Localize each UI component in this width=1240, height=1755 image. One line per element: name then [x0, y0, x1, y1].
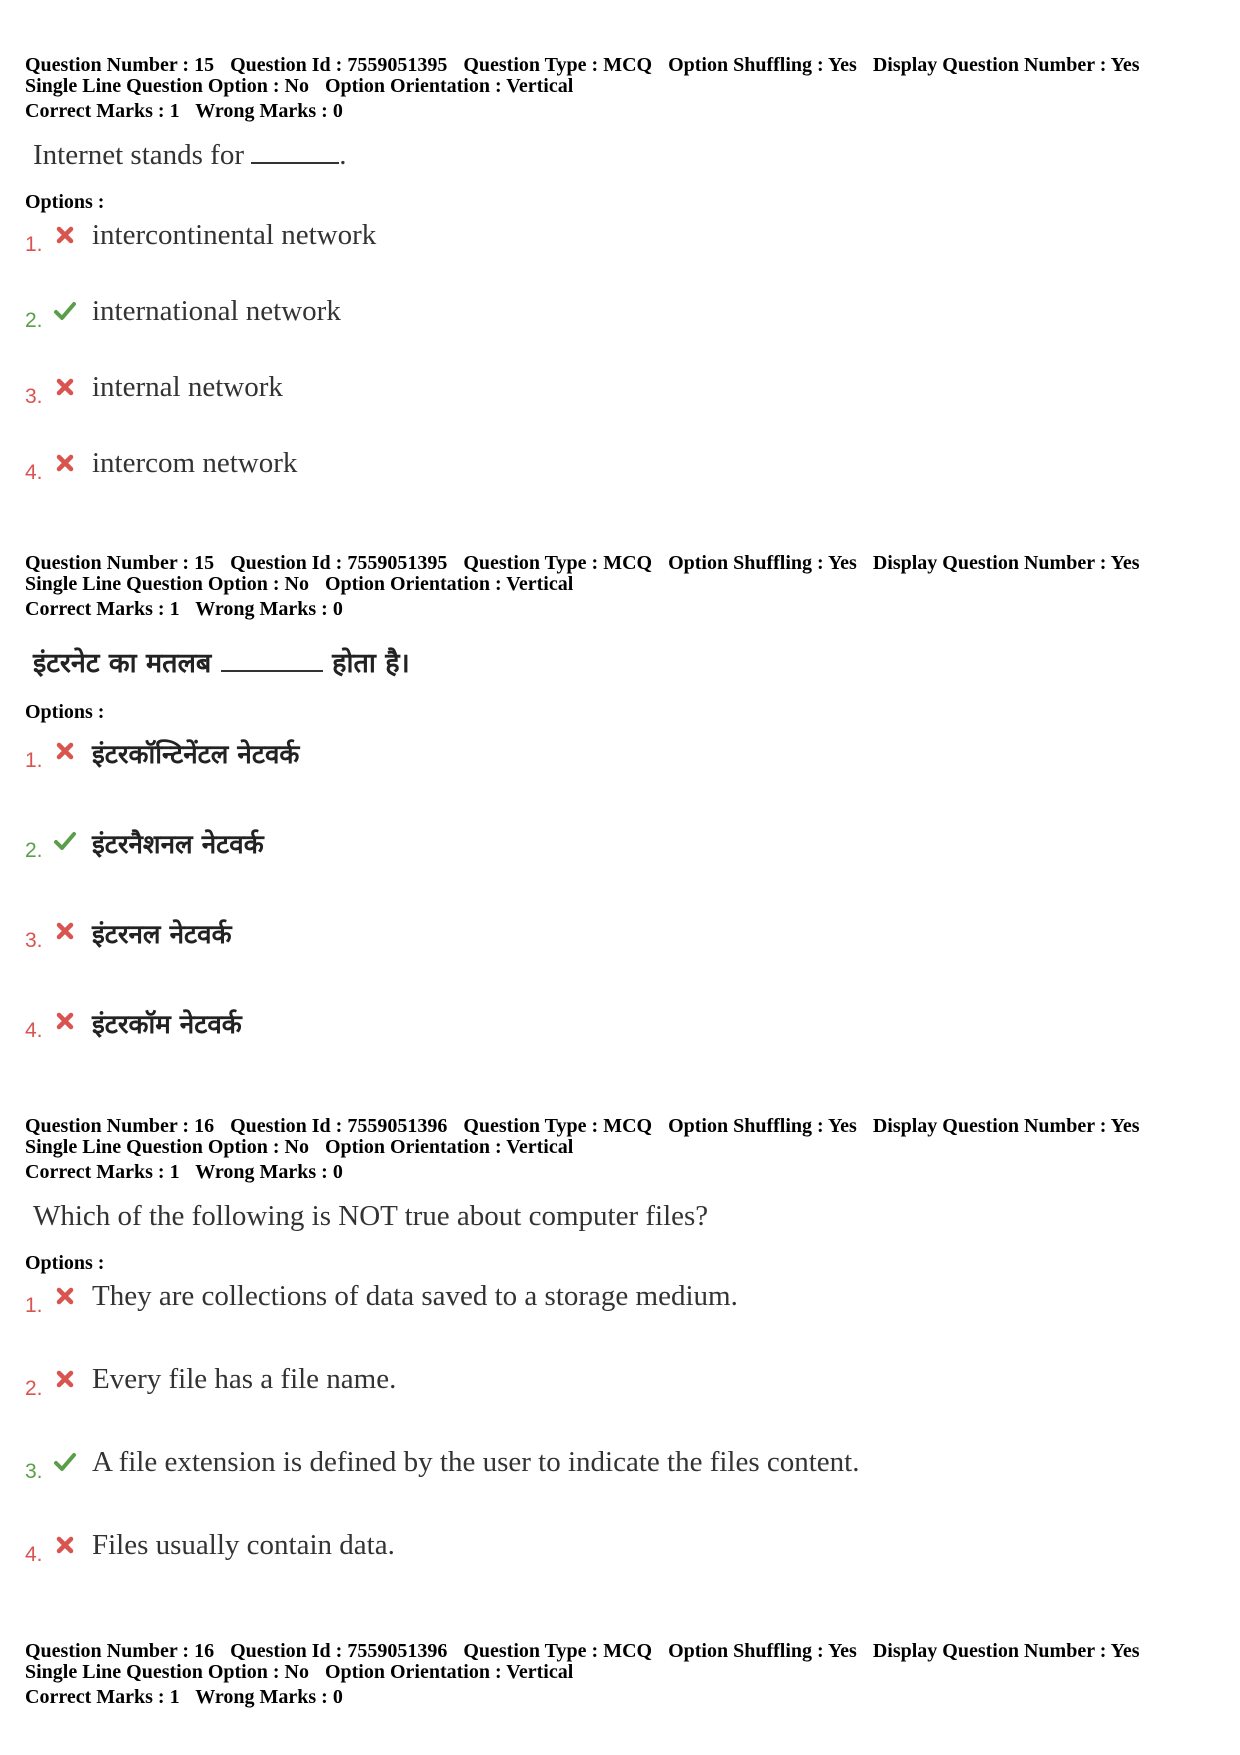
cross-icon [53, 1284, 77, 1308]
option-item [25, 825, 1125, 865]
answer-blank [221, 648, 323, 672]
option-item [25, 295, 1125, 335]
question-meta-line-1: Question Number : 16 Question Id : 7559051396 Question Type : MCQ Option Shuffling : Yes Display Question Number : Yes [25, 1640, 1140, 1662]
options-label: Options : [25, 1252, 105, 1274]
option-number: 4. [25, 461, 43, 484]
option-item [25, 447, 1125, 487]
cross-icon [53, 739, 77, 763]
check-icon [53, 1450, 77, 1474]
cross-icon [53, 451, 77, 475]
option-item [25, 1529, 1125, 1569]
cross-icon [53, 1009, 77, 1033]
option-number: 4. [25, 1019, 43, 1042]
option-text: intercontinental network [92, 219, 377, 251]
question-meta-line-2: Single Line Question Option : No Option Orientation : Vertical [25, 75, 574, 97]
question-text: इंटरनेट का मतलब होता है। [33, 648, 410, 679]
question-marks: Correct Marks : 1 Wrong Marks : 0 [25, 100, 343, 122]
answer-blank [251, 140, 339, 164]
cross-icon [53, 1367, 77, 1391]
question-marks: Correct Marks : 1 Wrong Marks : 0 [25, 1686, 343, 1708]
option-number: 1. [25, 1294, 43, 1317]
question-meta-line-1: Question Number : 15 Question Id : 7559051395 Question Type : MCQ Option Shuffling : Yes Display Question Number : Yes [25, 552, 1140, 574]
option-number: 4. [25, 1543, 43, 1566]
question-marks: Correct Marks : 1 Wrong Marks : 0 [25, 1161, 343, 1183]
question-marks: Correct Marks : 1 Wrong Marks : 0 [25, 598, 343, 620]
question-block [25, 552, 1225, 1042]
option-item [25, 1005, 1125, 1045]
option-item [25, 219, 1125, 259]
option-text: They are collections of data saved to a storage medium. [92, 1280, 738, 1312]
cross-icon [53, 919, 77, 943]
question-meta-line-2: Single Line Question Option : No Option Orientation : Vertical [25, 1136, 574, 1158]
option-number: 1. [25, 233, 43, 256]
question-block [25, 54, 1225, 484]
option-text: इंटरकॉम नेटवर्क [92, 1010, 242, 1040]
option-text: international network [92, 295, 341, 327]
option-item [25, 371, 1125, 411]
option-number: 3. [25, 1460, 43, 1483]
cross-icon [53, 375, 77, 399]
question-text: Internet stands for . [33, 139, 347, 171]
option-text: इंटरनल नेटवर्क [92, 920, 232, 950]
question-text: Which of the following is NOT true about computer files? [33, 1200, 709, 1232]
check-icon [53, 299, 77, 323]
options-label: Options : [25, 701, 105, 723]
option-text: intercom network [92, 447, 298, 479]
question-meta-line-1: Question Number : 16 Question Id : 7559051396 Question Type : MCQ Option Shuffling : Yes Display Question Number : Yes [25, 1115, 1140, 1137]
option-number: 3. [25, 385, 43, 408]
check-icon [53, 829, 77, 853]
option-text: Files usually contain data. [92, 1529, 395, 1561]
question-meta-line-2: Single Line Question Option : No Option Orientation : Vertical [25, 573, 574, 595]
options-label: Options : [25, 191, 105, 213]
question-block [25, 1641, 1225, 1708]
question-meta-line-2: Single Line Question Option : No Option Orientation : Vertical [25, 1661, 574, 1683]
option-item [25, 1363, 1125, 1403]
option-item [25, 915, 1125, 955]
option-number: 2. [25, 1377, 43, 1400]
option-item [25, 1280, 1125, 1320]
option-text: A file extension is defined by the user to indicate the files content. [92, 1446, 860, 1478]
option-text: इंटरकॉन्टिनेंटल नेटवर्क [92, 740, 300, 770]
option-text: इंटरनैशनल नेटवर्क [92, 830, 264, 860]
option-text: Every file has a file name. [92, 1363, 397, 1395]
option-number: 1. [25, 749, 43, 772]
option-number: 2. [25, 309, 43, 332]
question-block [25, 1115, 1225, 1566]
option-number: 2. [25, 839, 43, 862]
option-item [25, 1446, 1125, 1486]
option-number: 3. [25, 929, 43, 952]
option-item [25, 735, 1125, 775]
option-text: internal network [92, 371, 283, 403]
cross-icon [53, 223, 77, 247]
question-meta-line-1: Question Number : 15 Question Id : 7559051395 Question Type : MCQ Option Shuffling : Yes Display Question Number : Yes [25, 54, 1140, 76]
cross-icon [53, 1533, 77, 1557]
